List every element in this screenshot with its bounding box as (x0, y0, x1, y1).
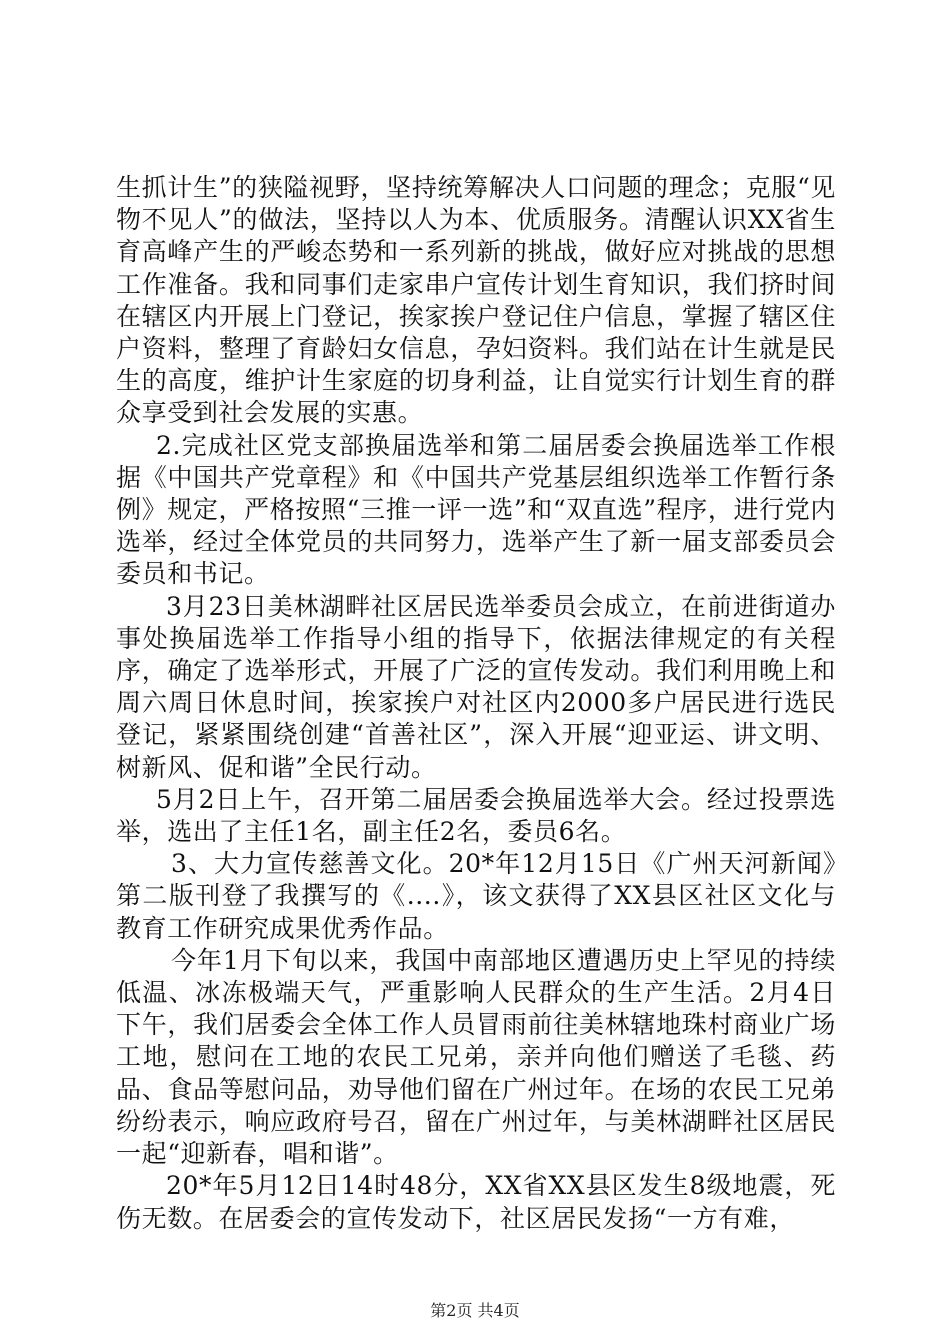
paragraph-election-committee: 3月23日美林湖畔社区居民选举委员会成立，在前进街道办事处换届选举工作指导小组的指导下，依据法律规定的有关程序，确定了选举形式，开展了广泛的宣传发动。我们利用晚上和周六周日休息时间，挨家挨户对社区内2000多户居民进行选民登记，紧紧围绕创建“首善社区”，深入开展“迎亚运、讲文明、树新风、促和谐”全民行动。 (116, 591, 836, 782)
paragraph-earthquake: 20*年5月12日14时48分，XX省XX县区发生8级地震，死伤无数。在居委会的宣传发动下，社区居民发扬“一方有难， (116, 1171, 836, 1233)
paragraph-migrant-workers: 今年1月下旬以来，我国中南部地区遭遇历史上罕见的持续低温、冰冻极端天气，严重影响人民群众的生产生活。2月4日下午，我们居委会全体工作人员冒雨前往美林辖地珠村商业广场工地，慰问在工地的农民工兄弟，亲并向他们赠送了毛毯、药品、食品等慰问品，劝导他们留在广州过年。在场的农民工兄弟纷纷表示，响应政府号召，留在广州过年，与美林湖畔社区居民一起“迎新春，唱和谐”。 (116, 945, 836, 1169)
paragraph-election-party: 2.完成社区党支部换届选举和第二届居委会换届选举工作根据《中国共产党章程》和《中国共产党基层组织选举工作暂行条例》规定，严格按照“三推一评一选”和“双直选”程序，进行党内选举，经过全体党员的共同努力，选举产生了新一届支部委员会委员和书记。 (116, 430, 836, 589)
paragraph-family-planning: 生抓计生”的狭隘视野，坚持统筹解决人口问题的理念；克服“见物不见人”的做法，坚持以人为本、优质服务。清醒认识XX省生育高峰产生的严峻态势和一系列新的挑战，做好应对挑战的思想工作准备。我和同事们走家串户宣传计划生育知识，我们挤时间在辖区内开展上门登记，挨家挨户登记住户信息，掌握了辖区住户资料，整理了育龄妇女信息，孕妇资料。我们站在计生就是民生的高度，维护计生家庭的切身利益，让自觉实行计划生育的群众享受到社会发展的实惠。 (116, 173, 836, 428)
document-body (116, 172, 836, 1235)
paragraph-election-meeting: 5月2日上午，召开第二届居委会换届选举大会。经过投票选举，选出了主任1名，副主任2名，委员6名。 (116, 784, 836, 847)
page-footer: 第2页 共4页 (430, 1301, 520, 1320)
paragraph-charity-culture: 3、大力宣传慈善文化。20*年12月15日《广州天河新闻》第二版刊登了我撰写的《....》，该文获得了XX县区社区文化与教育工作研究成果优秀作品。 (116, 849, 836, 943)
